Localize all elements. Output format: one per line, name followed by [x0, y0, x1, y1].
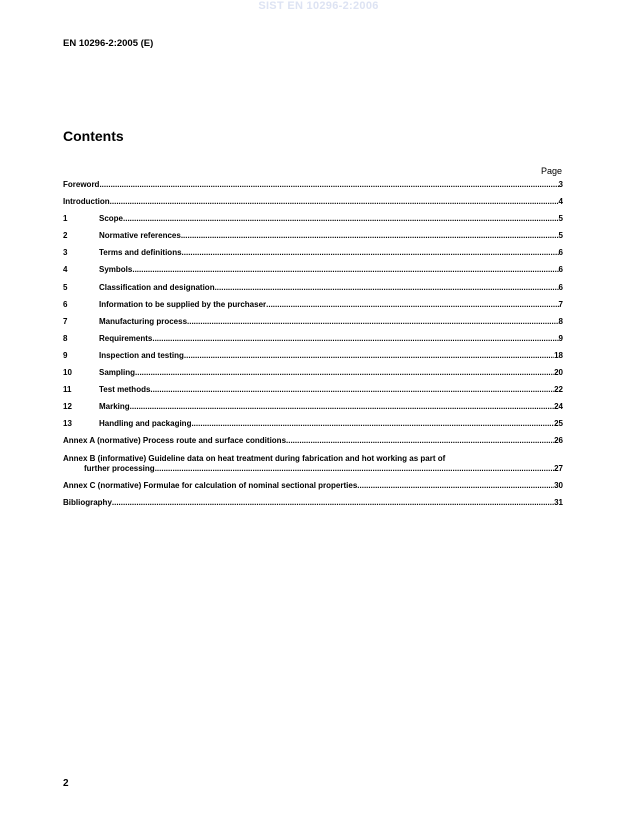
toc-entry-page: 22: [554, 385, 563, 395]
toc-entry-title: Symbols: [99, 265, 133, 275]
dot-leader: [99, 180, 558, 190]
toc-entry-page: 6: [558, 248, 563, 258]
toc-entry-title: Classification and designation: [99, 282, 215, 292]
dot-leader: [135, 368, 554, 378]
toc-entry[interactable]: [63, 351, 563, 361]
toc-entry-page: 30: [554, 480, 563, 490]
toc-entry[interactable]: [63, 368, 563, 378]
toc-entry-number: 4: [63, 265, 68, 275]
toc-entry-title: Scope: [99, 214, 124, 224]
toc-entry[interactable]: [63, 402, 563, 412]
page-column-label: Page: [540, 166, 562, 176]
dot-leader: [130, 402, 554, 412]
toc-entry-number: 2: [63, 231, 68, 241]
table-of-contents: [63, 180, 563, 515]
toc-entry[interactable]: [63, 436, 563, 446]
toc-entry-title-continued: further processing: [84, 463, 155, 473]
toc-entry[interactable]: [63, 300, 563, 310]
toc-entry-title: Test methods: [99, 385, 151, 395]
dot-leader: [110, 197, 559, 207]
toc-entry-title: Inspection and testing: [99, 350, 184, 360]
page-number: 2: [63, 778, 69, 789]
toc-entry-page: 5: [558, 214, 563, 224]
toc-entry[interactable]: [63, 317, 563, 327]
dot-leader: [155, 464, 554, 474]
toc-entry[interactable]: [63, 248, 563, 258]
dot-leader: [152, 334, 558, 344]
dot-leader: [112, 498, 554, 508]
toc-entry[interactable]: [63, 231, 563, 241]
dot-leader: [266, 300, 558, 310]
toc-entry-number: 6: [63, 299, 68, 309]
toc-entry-page: 8: [558, 316, 563, 326]
toc-entry-title: Annex B (informative) Guideline data on heat treatment during fabrication and hot working as part of: [63, 453, 446, 463]
toc-entry-number: 13: [63, 419, 72, 429]
dot-leader: [187, 317, 559, 327]
dot-leader: [286, 436, 554, 446]
toc-entry[interactable]: [63, 454, 563, 474]
toc-entry-title: Handling and packaging: [99, 419, 192, 429]
dot-leader: [215, 283, 559, 293]
toc-entry-page: 18: [554, 350, 563, 360]
toc-entry-number: 7: [63, 316, 68, 326]
toc-entry[interactable]: [63, 283, 563, 293]
toc-entry-page: 3: [558, 180, 563, 189]
toc-entry[interactable]: [63, 385, 563, 395]
dot-leader: [123, 214, 559, 224]
toc-entry-title: Annex A (normative) Process route and surface conditions: [63, 436, 287, 446]
toc-entry-page: 20: [554, 368, 563, 378]
toc-entry-page: 24: [554, 402, 563, 412]
page-title: Contents: [63, 128, 124, 144]
toc-entry-title: Normative references: [99, 231, 181, 241]
toc-entry[interactable]: [63, 481, 563, 491]
toc-entry-number: 5: [63, 282, 68, 292]
toc-entry-page: 27: [554, 463, 563, 473]
toc-entry-title: Introduction: [63, 197, 110, 207]
dot-leader: [191, 419, 554, 429]
watermark: SIST EN 10296-2:2006: [258, 0, 379, 12]
dot-leader: [184, 351, 554, 361]
document-id: EN 10296-2:2005 (E): [63, 38, 154, 49]
toc-entry-page: 6: [558, 265, 563, 275]
toc-entry-title: Requirements: [99, 333, 153, 343]
toc-entry-page: 6: [558, 282, 563, 292]
toc-entry-title: Foreword: [63, 180, 100, 189]
toc-entry-title: Annex C (normative) Formulae for calculation of nominal sectional properties: [63, 480, 358, 490]
toc-entry-page: 5: [558, 231, 563, 241]
toc-entry-number: 9: [63, 350, 68, 360]
toc-entry-title: Marking: [99, 402, 130, 412]
toc-entry[interactable]: [63, 419, 563, 429]
toc-entry-title: Information to be supplied by the purchaser: [99, 299, 267, 309]
toc-entry-title: Manufacturing process: [99, 316, 188, 326]
toc-entry-title: Terms and definitions: [99, 248, 182, 258]
toc-entry-page: 31: [554, 497, 563, 507]
toc-entry[interactable]: [63, 180, 563, 190]
dot-leader: [150, 385, 554, 395]
dot-leader: [182, 248, 559, 258]
dot-leader: [357, 481, 554, 491]
toc-entry-title: Sampling: [99, 368, 136, 378]
toc-entry[interactable]: [63, 498, 563, 508]
dot-leader: [181, 231, 559, 241]
toc-entry-number: 3: [63, 248, 68, 258]
toc-entry[interactable]: [63, 197, 563, 207]
toc-entry-page: 26: [554, 436, 563, 446]
toc-entry[interactable]: [63, 265, 563, 275]
toc-entry[interactable]: [63, 334, 563, 344]
toc-entry-number: 12: [63, 402, 72, 412]
toc-entry-number: 1: [63, 214, 68, 224]
toc-entry-page: 9: [558, 333, 563, 343]
dot-leader: [132, 265, 558, 275]
toc-entry-number: 10: [63, 368, 72, 378]
toc-entry-page: 25: [554, 419, 563, 429]
toc-entry-page: 4: [558, 197, 563, 207]
toc-entry[interactable]: [63, 214, 563, 224]
toc-entry-number: 11: [63, 385, 72, 395]
toc-entry-page: 7: [558, 299, 563, 309]
toc-entry-title: Bibliography: [63, 497, 112, 507]
toc-entry-number: 8: [63, 333, 68, 343]
